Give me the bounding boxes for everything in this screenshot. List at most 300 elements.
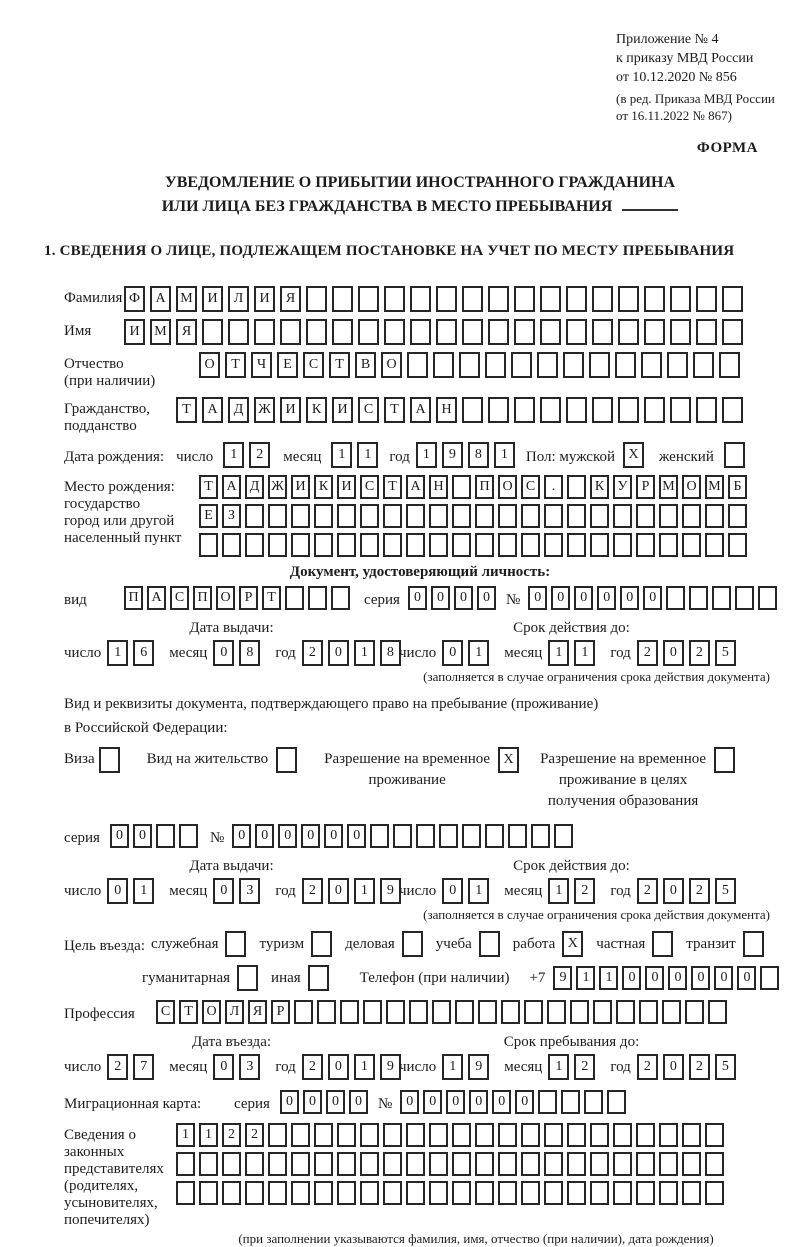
char-box[interactable]: 0 [691, 966, 710, 990]
char-box[interactable] [245, 504, 264, 528]
char-box[interactable]: 0 [515, 1090, 534, 1114]
char-box[interactable]: В [355, 352, 376, 378]
char-box[interactable] [337, 533, 356, 557]
char-box[interactable] [514, 286, 535, 312]
char-box[interactable] [705, 504, 724, 528]
char-box[interactable]: 1 [494, 442, 515, 468]
char-box[interactable] [540, 319, 561, 345]
char-box[interactable]: 0 [663, 640, 684, 666]
char-box[interactable] [712, 586, 731, 610]
char-box[interactable] [225, 931, 246, 957]
char-box[interactable]: 0 [408, 586, 427, 610]
char-box[interactable] [566, 397, 587, 423]
char-box[interactable] [696, 286, 717, 312]
char-box[interactable]: 1 [468, 878, 489, 904]
char-box[interactable] [693, 352, 714, 378]
char-box[interactable] [439, 824, 458, 848]
char-box[interactable] [488, 397, 509, 423]
char-box[interactable] [662, 1000, 681, 1024]
char-box[interactable]: 0 [574, 586, 593, 610]
char-box[interactable]: 0 [454, 586, 473, 610]
char-box[interactable]: 2 [245, 1123, 264, 1147]
char-box[interactable] [719, 352, 740, 378]
char-box[interactable] [237, 965, 258, 991]
char-box[interactable] [306, 319, 327, 345]
char-box[interactable]: 1 [354, 640, 375, 666]
char-box[interactable]: 8 [239, 640, 260, 666]
char-box[interactable] [722, 319, 743, 345]
char-box[interactable] [314, 1123, 333, 1147]
char-box[interactable]: О [199, 352, 220, 378]
char-box[interactable] [245, 533, 264, 557]
char-box[interactable]: 2 [574, 878, 595, 904]
char-box[interactable] [563, 352, 584, 378]
char-box[interactable]: С [303, 352, 324, 378]
char-box[interactable] [222, 1181, 241, 1205]
char-box[interactable] [615, 352, 636, 378]
char-box[interactable]: Т [383, 475, 402, 499]
char-box[interactable]: 2 [222, 1123, 241, 1147]
char-box[interactable] [386, 1000, 405, 1024]
char-box[interactable]: Т [176, 397, 197, 423]
char-box[interactable] [416, 824, 435, 848]
char-box[interactable]: 2 [302, 878, 323, 904]
char-box[interactable]: X [623, 442, 644, 468]
char-box[interactable] [452, 1152, 471, 1176]
char-box[interactable]: 1 [133, 878, 154, 904]
char-box[interactable] [531, 824, 550, 848]
char-box[interactable] [332, 286, 353, 312]
char-box[interactable] [498, 1181, 517, 1205]
char-box[interactable] [685, 1000, 704, 1024]
char-box[interactable]: П [193, 586, 212, 610]
char-box[interactable]: 1 [468, 640, 489, 666]
char-box[interactable] [592, 286, 613, 312]
char-box[interactable] [475, 1152, 494, 1176]
char-box[interactable] [199, 1181, 218, 1205]
char-box[interactable]: 0 [663, 1054, 684, 1080]
char-box[interactable] [705, 533, 724, 557]
char-box[interactable] [360, 1152, 379, 1176]
char-box[interactable]: М [176, 286, 197, 312]
char-box[interactable] [514, 397, 535, 423]
char-box[interactable]: 2 [249, 442, 270, 468]
char-box[interactable] [308, 586, 327, 610]
char-box[interactable] [452, 504, 471, 528]
char-box[interactable] [722, 286, 743, 312]
char-box[interactable]: Д [245, 475, 264, 499]
char-box[interactable] [567, 1152, 586, 1176]
char-box[interactable] [652, 931, 673, 957]
char-box[interactable] [682, 1123, 701, 1147]
char-box[interactable]: О [498, 475, 517, 499]
char-box[interactable] [613, 504, 632, 528]
char-box[interactable]: Ж [268, 475, 287, 499]
char-box[interactable] [311, 931, 332, 957]
char-box[interactable] [670, 319, 691, 345]
char-box[interactable]: У [613, 475, 632, 499]
char-box[interactable] [540, 397, 561, 423]
char-box[interactable] [407, 352, 428, 378]
char-box[interactable]: 9 [553, 966, 572, 990]
char-box[interactable] [659, 533, 678, 557]
char-box[interactable]: 0 [328, 640, 349, 666]
char-box[interactable] [314, 504, 333, 528]
char-box[interactable] [616, 1000, 635, 1024]
char-box[interactable] [268, 1152, 287, 1176]
char-box[interactable]: 2 [637, 1054, 658, 1080]
char-box[interactable] [521, 1152, 540, 1176]
char-box[interactable] [340, 1000, 359, 1024]
char-box[interactable] [561, 1090, 580, 1114]
char-box[interactable] [383, 1123, 402, 1147]
char-box[interactable]: И [291, 475, 310, 499]
char-box[interactable]: 7 [133, 1054, 154, 1080]
char-box[interactable] [291, 1181, 310, 1205]
char-box[interactable]: 1 [331, 442, 352, 468]
char-box[interactable]: Б [728, 475, 747, 499]
char-box[interactable]: 0 [423, 1090, 442, 1114]
char-box[interactable] [360, 533, 379, 557]
char-box[interactable]: 0 [326, 1090, 345, 1114]
char-box[interactable] [613, 1181, 632, 1205]
char-box[interactable] [358, 319, 379, 345]
char-box[interactable] [567, 1123, 586, 1147]
char-box[interactable] [689, 586, 708, 610]
char-box[interactable]: 9 [380, 1054, 401, 1080]
char-box[interactable] [537, 352, 558, 378]
char-box[interactable]: 0 [620, 586, 639, 610]
char-box[interactable] [436, 319, 457, 345]
char-box[interactable] [383, 1181, 402, 1205]
char-box[interactable]: 3 [239, 1054, 260, 1080]
char-box[interactable] [436, 286, 457, 312]
char-box[interactable]: 0 [622, 966, 641, 990]
char-box[interactable]: Л [228, 286, 249, 312]
char-box[interactable] [452, 533, 471, 557]
char-box[interactable] [511, 352, 532, 378]
char-box[interactable]: С [521, 475, 540, 499]
char-box[interactable] [268, 1123, 287, 1147]
char-box[interactable] [314, 1152, 333, 1176]
char-box[interactable]: 1 [442, 1054, 463, 1080]
char-box[interactable] [314, 533, 333, 557]
char-box[interactable] [285, 586, 304, 610]
char-box[interactable]: П [475, 475, 494, 499]
char-box[interactable]: 1 [354, 1054, 375, 1080]
char-box[interactable] [547, 1000, 566, 1024]
char-box[interactable] [540, 286, 561, 312]
char-box[interactable] [544, 504, 563, 528]
char-box[interactable] [498, 504, 517, 528]
char-box[interactable] [358, 286, 379, 312]
char-box[interactable] [485, 824, 504, 848]
char-box[interactable]: 0 [110, 824, 129, 848]
char-box[interactable]: 2 [574, 1054, 595, 1080]
char-box[interactable]: А [406, 475, 425, 499]
char-box[interactable] [222, 1152, 241, 1176]
char-box[interactable] [254, 319, 275, 345]
char-box[interactable]: 0 [442, 640, 463, 666]
char-box[interactable]: 2 [689, 878, 710, 904]
char-box[interactable]: 9 [380, 878, 401, 904]
char-box[interactable] [410, 286, 431, 312]
char-box[interactable] [554, 824, 573, 848]
char-box[interactable]: А [147, 586, 166, 610]
char-box[interactable]: 0 [133, 824, 152, 848]
char-box[interactable] [393, 824, 412, 848]
char-box[interactable] [432, 1000, 451, 1024]
char-box[interactable] [479, 931, 500, 957]
char-box[interactable] [475, 533, 494, 557]
char-box[interactable] [590, 504, 609, 528]
char-box[interactable]: Р [271, 1000, 290, 1024]
char-box[interactable]: 8 [468, 442, 489, 468]
char-box[interactable]: 0 [645, 966, 664, 990]
char-box[interactable] [498, 533, 517, 557]
char-box[interactable] [743, 931, 764, 957]
char-box[interactable] [314, 1181, 333, 1205]
char-box[interactable] [280, 319, 301, 345]
char-box[interactable] [475, 504, 494, 528]
char-box[interactable] [636, 1123, 655, 1147]
char-box[interactable] [682, 1181, 701, 1205]
char-box[interactable] [383, 533, 402, 557]
char-box[interactable] [636, 1152, 655, 1176]
char-box[interactable] [666, 586, 685, 610]
char-box[interactable]: 0 [303, 1090, 322, 1114]
char-box[interactable] [613, 1152, 632, 1176]
char-box[interactable] [409, 1000, 428, 1024]
char-box[interactable] [291, 504, 310, 528]
char-box[interactable] [714, 747, 735, 773]
char-box[interactable]: Т [329, 352, 350, 378]
char-box[interactable]: 2 [637, 640, 658, 666]
char-box[interactable]: 9 [442, 442, 463, 468]
char-box[interactable] [199, 533, 218, 557]
char-box[interactable] [705, 1181, 724, 1205]
char-box[interactable] [728, 504, 747, 528]
char-box[interactable] [696, 397, 717, 423]
char-box[interactable]: 1 [548, 1054, 569, 1080]
char-box[interactable]: 6 [133, 640, 154, 666]
char-box[interactable] [245, 1181, 264, 1205]
char-box[interactable] [607, 1090, 626, 1114]
char-box[interactable]: 0 [469, 1090, 488, 1114]
char-box[interactable] [589, 352, 610, 378]
char-box[interactable]: И [124, 319, 145, 345]
char-box[interactable] [99, 747, 120, 773]
char-box[interactable] [410, 319, 431, 345]
char-box[interactable] [429, 1181, 448, 1205]
char-box[interactable] [735, 586, 754, 610]
char-box[interactable] [337, 504, 356, 528]
char-box[interactable]: 2 [302, 640, 323, 666]
char-box[interactable] [429, 1152, 448, 1176]
char-box[interactable] [337, 1152, 356, 1176]
char-box[interactable] [384, 286, 405, 312]
char-box[interactable] [459, 352, 480, 378]
char-box[interactable]: 0 [551, 586, 570, 610]
char-box[interactable]: 0 [324, 824, 343, 848]
char-box[interactable]: 5 [715, 878, 736, 904]
char-box[interactable] [670, 397, 691, 423]
char-box[interactable] [337, 1123, 356, 1147]
char-box[interactable] [592, 319, 613, 345]
char-box[interactable]: И [254, 286, 275, 312]
char-box[interactable]: 0 [213, 878, 234, 904]
char-box[interactable] [455, 1000, 474, 1024]
char-box[interactable] [452, 1123, 471, 1147]
char-box[interactable] [202, 319, 223, 345]
char-box[interactable]: Н [436, 397, 457, 423]
char-box[interactable]: 0 [446, 1090, 465, 1114]
char-box[interactable] [332, 319, 353, 345]
char-box[interactable]: 1 [548, 878, 569, 904]
char-box[interactable]: Д [228, 397, 249, 423]
char-box[interactable] [592, 397, 613, 423]
char-box[interactable] [337, 1181, 356, 1205]
char-box[interactable] [452, 1181, 471, 1205]
char-box[interactable]: О [682, 475, 701, 499]
char-box[interactable]: И [202, 286, 223, 312]
char-box[interactable] [590, 1181, 609, 1205]
char-box[interactable]: Е [277, 352, 298, 378]
char-box[interactable] [618, 397, 639, 423]
char-box[interactable]: С [358, 397, 379, 423]
char-box[interactable] [566, 319, 587, 345]
char-box[interactable]: 2 [637, 878, 658, 904]
char-box[interactable] [544, 1123, 563, 1147]
char-box[interactable] [682, 533, 701, 557]
char-box[interactable] [485, 352, 506, 378]
char-box[interactable] [705, 1152, 724, 1176]
char-box[interactable]: 0 [349, 1090, 368, 1114]
char-box[interactable]: Ф [124, 286, 145, 312]
char-box[interactable]: 8 [380, 640, 401, 666]
char-box[interactable] [383, 504, 402, 528]
char-box[interactable] [705, 1123, 724, 1147]
char-box[interactable] [613, 1123, 632, 1147]
char-box[interactable] [641, 352, 662, 378]
char-box[interactable]: С [170, 586, 189, 610]
char-box[interactable]: 0 [492, 1090, 511, 1114]
char-box[interactable] [406, 1181, 425, 1205]
char-box[interactable] [268, 1181, 287, 1205]
char-box[interactable] [670, 286, 691, 312]
char-box[interactable] [475, 1123, 494, 1147]
char-box[interactable] [291, 533, 310, 557]
char-box[interactable]: 1 [176, 1123, 195, 1147]
char-box[interactable]: 0 [663, 878, 684, 904]
char-box[interactable]: 1 [548, 640, 569, 666]
char-box[interactable] [276, 747, 297, 773]
char-box[interactable] [433, 352, 454, 378]
char-box[interactable]: 0 [213, 1054, 234, 1080]
char-box[interactable]: П [124, 586, 143, 610]
char-box[interactable] [384, 319, 405, 345]
char-box[interactable] [639, 1000, 658, 1024]
char-box[interactable]: 2 [302, 1054, 323, 1080]
char-box[interactable] [360, 1123, 379, 1147]
char-box[interactable] [514, 319, 535, 345]
char-box[interactable]: 0 [737, 966, 756, 990]
char-box[interactable] [644, 397, 665, 423]
char-box[interactable]: 1 [357, 442, 378, 468]
char-box[interactable]: 1 [599, 966, 618, 990]
char-box[interactable] [524, 1000, 543, 1024]
char-box[interactable] [291, 1152, 310, 1176]
char-box[interactable]: С [156, 1000, 175, 1024]
char-box[interactable] [308, 965, 329, 991]
char-box[interactable]: 0 [528, 586, 547, 610]
char-box[interactable]: Ж [254, 397, 275, 423]
char-box[interactable]: Я [248, 1000, 267, 1024]
char-box[interactable]: Я [176, 319, 197, 345]
char-box[interactable] [429, 1123, 448, 1147]
char-box[interactable] [462, 824, 481, 848]
char-box[interactable]: М [705, 475, 724, 499]
char-box[interactable] [268, 504, 287, 528]
char-box[interactable] [228, 319, 249, 345]
char-box[interactable]: 0 [347, 824, 366, 848]
char-box[interactable] [567, 533, 586, 557]
char-box[interactable] [722, 397, 743, 423]
char-box[interactable] [682, 504, 701, 528]
char-box[interactable] [199, 1152, 218, 1176]
char-box[interactable]: Ч [251, 352, 272, 378]
char-box[interactable]: К [314, 475, 333, 499]
char-box[interactable]: Т [384, 397, 405, 423]
char-box[interactable]: Т [225, 352, 246, 378]
char-box[interactable]: 9 [468, 1054, 489, 1080]
char-box[interactable] [644, 319, 665, 345]
char-box[interactable] [521, 504, 540, 528]
char-box[interactable] [222, 533, 241, 557]
char-box[interactable]: 1 [576, 966, 595, 990]
char-box[interactable] [291, 1123, 310, 1147]
char-box[interactable] [498, 1152, 517, 1176]
char-box[interactable]: Л [225, 1000, 244, 1024]
char-box[interactable] [521, 1181, 540, 1205]
char-box[interactable]: . [544, 475, 563, 499]
char-box[interactable]: 2 [689, 640, 710, 666]
char-box[interactable] [544, 1181, 563, 1205]
char-box[interactable]: 0 [328, 1054, 349, 1080]
char-box[interactable] [245, 1152, 264, 1176]
char-box[interactable] [538, 1090, 557, 1114]
char-box[interactable]: И [337, 475, 356, 499]
char-box[interactable] [659, 1123, 678, 1147]
char-box[interactable]: 2 [107, 1054, 128, 1080]
char-box[interactable]: 3 [239, 878, 260, 904]
char-box[interactable]: 1 [223, 442, 244, 468]
char-box[interactable] [462, 319, 483, 345]
char-box[interactable] [475, 1181, 494, 1205]
char-box[interactable]: А [202, 397, 223, 423]
char-box[interactable]: 2 [689, 1054, 710, 1080]
char-box[interactable]: 0 [213, 640, 234, 666]
char-box[interactable] [593, 1000, 612, 1024]
char-box[interactable] [406, 1152, 425, 1176]
char-box[interactable]: З [222, 504, 241, 528]
char-box[interactable] [360, 504, 379, 528]
char-box[interactable] [636, 504, 655, 528]
char-box[interactable] [406, 533, 425, 557]
char-box[interactable] [402, 931, 423, 957]
char-box[interactable]: 0 [400, 1090, 419, 1114]
char-box[interactable]: 0 [107, 878, 128, 904]
